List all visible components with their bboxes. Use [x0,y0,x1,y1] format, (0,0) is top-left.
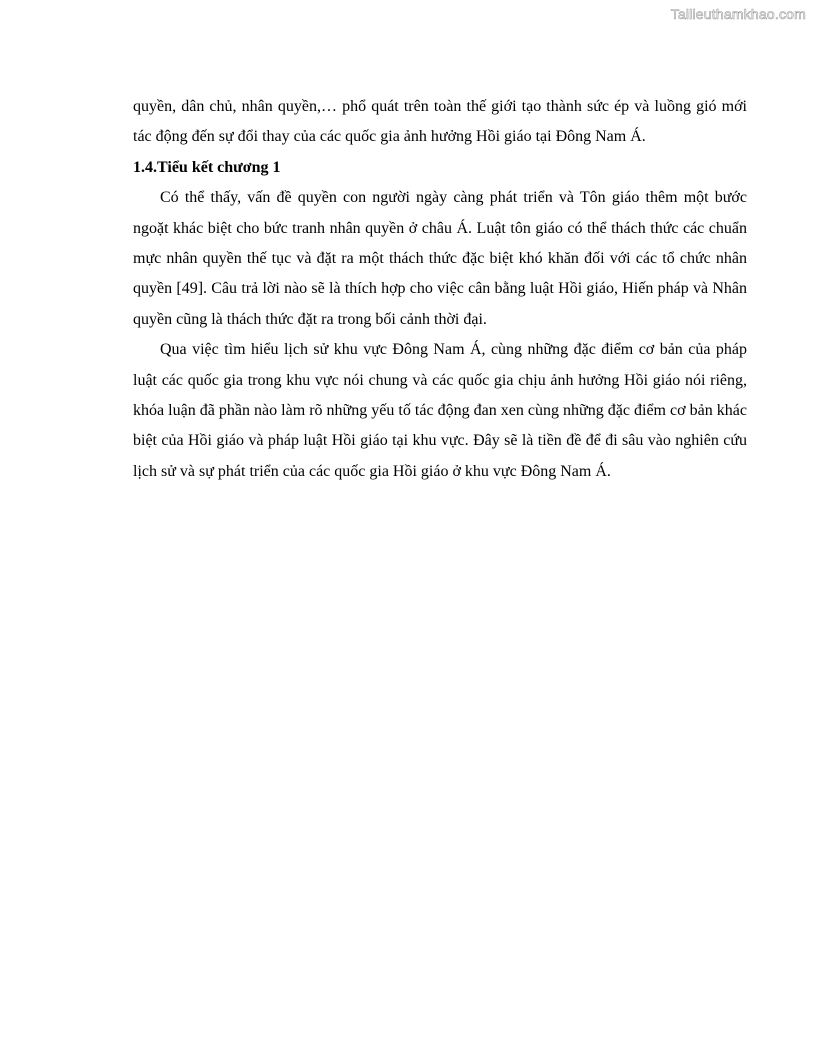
section-heading: 1.4.Tiểu kết chương 1 [133,158,281,176]
body-paragraph-2: Qua việc tìm hiểu lịch sử khu vực Đông Nam Á, cùng những đặc điểm cơ bản của pháp luật các quốc gia trong khu vực nói chung và các quốc gia chịu ảnh hưởng Hồi giáo nói riêng, khóa luận đã phần nào làm rõ những yếu tố tác động đan xen cùng những đặc điểm cơ bản khác biệt của Hồi giáo và pháp luật Hồi giáo tại khu vực. Đây sẽ là tiền đề để đi sâu vào nghiên cứu lịch sử và sự phát triển của các quốc gia Hồi giáo ở khu vực Đông Nam Á. [133,341,747,480]
continuation-paragraph: quyền, dân chủ, nhân quyền,… phổ quát trên toàn thế giới tạo thành sức ép và luồng gió mới tác động đến sự đổi thay của các quốc gia ảnh hưởng Hồi giáo tại Đông Nam Á. [133,98,747,146]
document-body [133,92,747,487]
watermark-text: Tailieuthamkhao.com [670,6,806,22]
body-paragraph-1: Có thể thấy, vấn đề quyền con người ngày càng phát triển và Tôn giáo thêm một bước ngoặt khác biệt cho bức tranh nhân quyền ở châu Á. Luật tôn giáo có thể thách thức các chuẩn mực nhân quyền thế tục và đặt ra một thách thức đặc biệt khó khăn đối với các tổ chức nhân quyền [49]. Câu trả lời nào sẽ là thích hợp cho việc cân bằng luật Hồi giáo, Hiến pháp và Nhân quyền cũng là thách thức đặt ra trong bối cảnh thời đại. [133,189,747,328]
